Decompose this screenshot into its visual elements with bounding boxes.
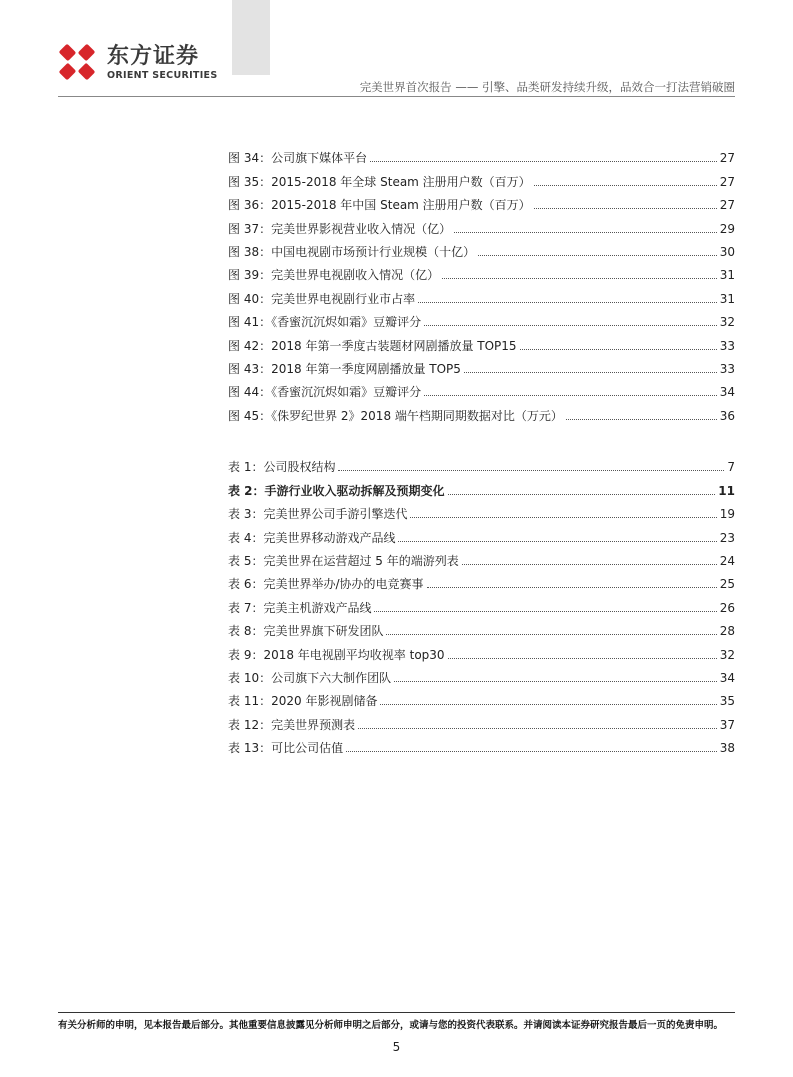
toc-table-2[interactable]: [228, 474, 735, 497]
toc-leader: [338, 469, 724, 471]
header-divider: [58, 96, 735, 97]
toc-leader: [398, 540, 716, 542]
toc-leader: [410, 516, 716, 518]
toc-table-6[interactable]: [228, 568, 735, 591]
toc-leader: [374, 610, 716, 612]
toc-page: 37: [719, 717, 735, 732]
toc-table-9[interactable]: [228, 638, 735, 661]
toc-page: 23: [719, 530, 735, 545]
table-list: [228, 451, 735, 755]
toc-leader: [478, 254, 717, 256]
toc-page: 32: [719, 647, 735, 662]
toc-table-5[interactable]: [228, 545, 735, 568]
toc-table-4[interactable]: [228, 521, 735, 544]
toc-page: 36: [719, 408, 735, 423]
toc-page: 28: [719, 624, 735, 639]
toc-leader: [370, 160, 717, 162]
toc-label: 表 12：完美世界预测表: [228, 717, 356, 732]
toc-leader: [566, 418, 717, 420]
toc-figure-36[interactable]: [228, 189, 735, 212]
toc-leader: [448, 657, 717, 659]
toc-table-10[interactable]: [228, 662, 735, 685]
figure-list: [228, 142, 735, 423]
toc-page: 24: [719, 553, 735, 568]
toc-figure-35[interactable]: [228, 165, 735, 188]
toc-page: 27: [719, 198, 735, 213]
orient-securities-logo-icon: [55, 40, 99, 84]
toc-page: 19: [719, 507, 735, 522]
toc-figure-43[interactable]: [228, 353, 735, 376]
toc-page: 33: [719, 338, 735, 353]
toc-figure-34[interactable]: [228, 142, 735, 165]
toc-label: 表 6：完美世界举办/协办的电竞赛事: [228, 577, 424, 592]
toc-label: 图 40：完美世界电视剧行业市占率: [228, 291, 416, 306]
company-logo: [55, 40, 230, 90]
toc-leader: [442, 277, 717, 279]
report-title: 完美世界首次报告 —— 引擎、品类研发持续升级，品效合一打法营销破圈: [359, 80, 735, 94]
toc-label: 图 41：《香蜜沉沉烬如霜》豆瓣评分: [228, 315, 422, 330]
toc-figure-38[interactable]: [228, 236, 735, 259]
toc-leader: [386, 633, 716, 635]
toc-figure-44[interactable]: [228, 376, 735, 399]
toc-leader: [380, 703, 716, 705]
toc-label: 图 43：2018 年第一季度网剧播放量 TOP5: [228, 361, 461, 376]
toc-leader: [448, 493, 716, 495]
toc-label: 图 35：2015-2018 年全球 Steam 注册用户数（百万）: [228, 174, 531, 189]
toc-label: 图 38：中国电视剧市场预计行业规模（十亿）: [228, 244, 476, 259]
toc-page: 32: [719, 315, 735, 330]
toc-page: 26: [719, 600, 735, 615]
toc-leader: [534, 207, 717, 209]
toc-label: 表 1：公司股权结构: [228, 460, 336, 475]
toc-label: 表 8：完美世界旗下研发团队: [228, 624, 384, 639]
toc-figure-42[interactable]: [228, 329, 735, 352]
toc-label: 图 37：完美世界影视营业收入情况（亿）: [228, 221, 452, 236]
toc-figure-39[interactable]: [228, 259, 735, 282]
toc-figure-40[interactable]: [228, 282, 735, 305]
toc-page: 27: [719, 151, 735, 166]
toc-table-13[interactable]: [228, 732, 735, 755]
toc-label: 图 34：公司旗下媒体平台: [228, 151, 368, 166]
toc-label: 表 13：可比公司估值: [228, 741, 344, 756]
toc-leader: [462, 563, 717, 565]
toc-page: 34: [719, 670, 735, 685]
toc-table-12[interactable]: [228, 708, 735, 731]
toc-table-8[interactable]: [228, 615, 735, 638]
toc-leader: [454, 231, 717, 233]
toc-page: 30: [719, 244, 735, 259]
toc-leader: [424, 324, 717, 326]
toc-label: 表 4：完美世界移动游戏产品线: [228, 530, 396, 545]
toc-label: 表 2：手游行业收入驱动拆解及预期变化: [228, 483, 445, 498]
toc-label: 图 39：完美世界电视剧收入情况（亿）: [228, 268, 440, 283]
toc-label: 表 7：完美主机游戏产品线: [228, 600, 372, 615]
toc-table-7[interactable]: [228, 591, 735, 614]
logo-chinese-name: 东方证券: [107, 44, 200, 69]
logo-english-name: ORIENT SECURITIES: [107, 70, 218, 81]
page-number: 5: [392, 1040, 401, 1054]
toc-figure-45[interactable]: [228, 399, 735, 422]
toc-leader: [358, 727, 717, 729]
toc-page: 33: [719, 361, 735, 376]
toc-leader: [418, 301, 717, 303]
footer-divider: [58, 1012, 735, 1013]
footer-disclaimer: 有关分析师的申明，见本报告最后部分。其他重要信息披露见分析师申明之后部分，或请与您的投资代表联系。并请阅读本证券研究报告最后一页的免责申明。: [58, 1020, 724, 1031]
toc-label: 表 3：完美世界公司手游引擎迭代: [228, 507, 408, 522]
toc-label: 图 42：2018 年第一季度古装题材网剧播放量 TOP15: [228, 338, 517, 353]
toc-leader: [346, 750, 717, 752]
toc-leader: [534, 184, 717, 186]
toc-leader: [394, 680, 717, 682]
toc-page: 29: [719, 221, 735, 236]
toc-label: 图 36：2015-2018 年中国 Steam 注册用户数（百万）: [228, 198, 531, 213]
toc-page: 31: [719, 291, 735, 306]
toc-page: 35: [719, 694, 735, 709]
header-gray-tab: [232, 0, 270, 75]
toc-label: 表 5：完美世界在运营超过 5 年的端游列表: [228, 553, 459, 568]
toc-table-1[interactable]: [228, 451, 735, 474]
toc-leader: [424, 394, 717, 396]
toc-label: 图 44：《香蜜沉沉烬如霜》豆瓣评分: [228, 385, 422, 400]
toc-label: 表 9：2018 年电视剧平均收视率 top30: [228, 647, 445, 662]
toc-leader: [520, 348, 717, 350]
toc-page: 25: [719, 577, 735, 592]
toc-page: 27: [719, 174, 735, 189]
toc-page: 11: [718, 483, 735, 498]
toc-label: 表 10：公司旗下六大制作团队: [228, 670, 392, 685]
toc-figure-37[interactable]: [228, 212, 735, 235]
toc-page: 31: [719, 268, 735, 283]
toc-label: 表 11：2020 年影视剧储备: [228, 694, 378, 709]
toc-label: 图 45：《侏罗纪世界 2》2018 端午档期同期数据对比（万元）: [228, 408, 563, 423]
toc-figure-41[interactable]: [228, 306, 735, 329]
toc-table-3[interactable]: [228, 498, 735, 521]
toc-page: 38: [719, 741, 735, 756]
toc-page: 7: [727, 460, 735, 475]
toc-page: 34: [719, 385, 735, 400]
toc-leader: [464, 371, 717, 373]
toc-leader: [427, 586, 717, 588]
toc-table-11[interactable]: [228, 685, 735, 708]
